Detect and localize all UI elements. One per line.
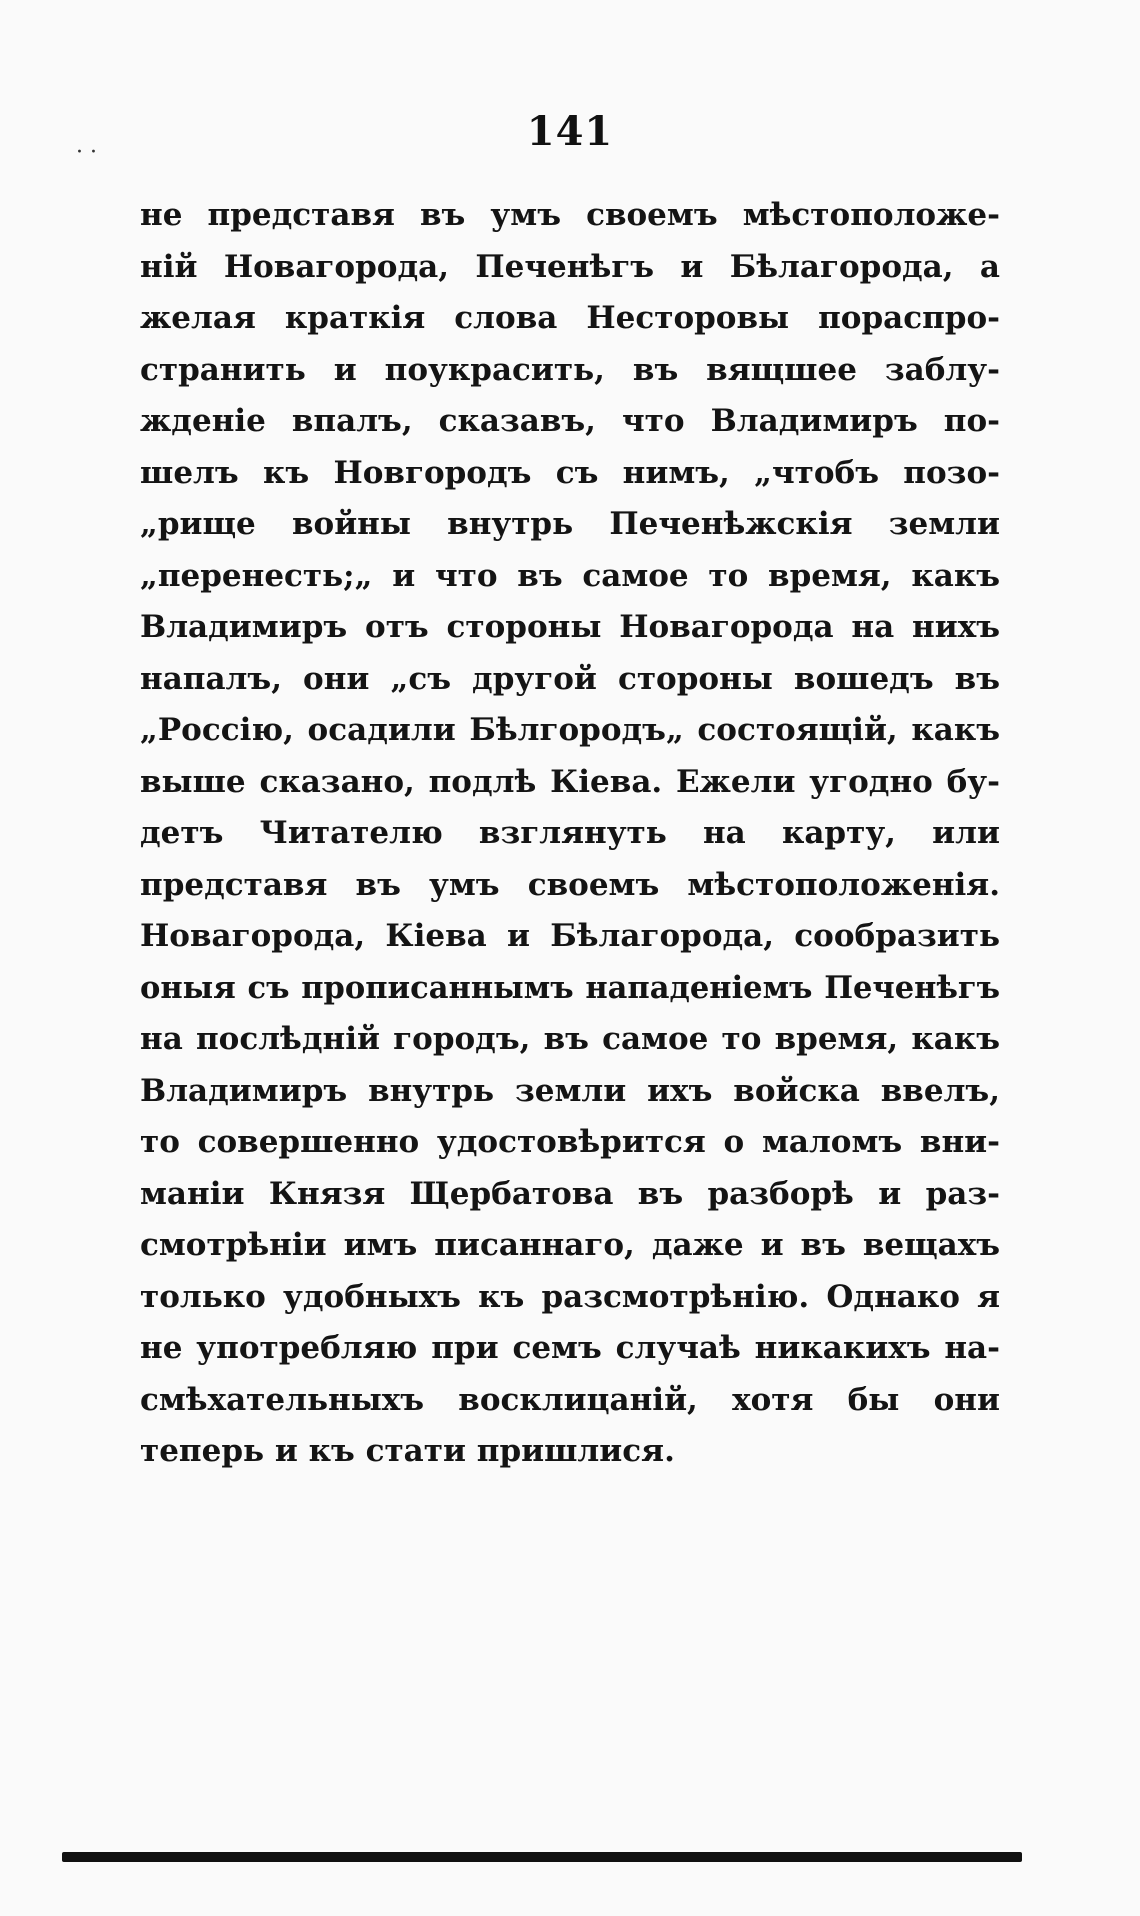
text-line: оныя съ прописаннымъ нападеніемъ Печенѣгъ: [140, 969, 1000, 1006]
text-line: маніи Князя Щербатова въ разборѣ и раз-: [140, 1175, 1000, 1212]
text-line: только удобныхъ къ разсмотрѣнію. Однако я: [140, 1278, 1000, 1315]
text-line: „перенесть;„ и что въ самое то время, какъ: [140, 557, 1000, 594]
text-line: то совершенно удостовѣрится о маломъ вни-: [140, 1124, 1000, 1160]
text-line: на послѣдній городъ, въ самое то время, какъ: [140, 1021, 1000, 1057]
text-line: представя въ умъ своемъ мѣстоположенія.: [140, 866, 1000, 903]
text-line: выше сказано, подлѣ Кіева. Ежели угодно бу-: [140, 763, 1000, 800]
text-line: не представя въ умъ своемъ мѣстоположе-: [140, 197, 1000, 233]
text-line: теперь и къ стати пришлися.: [140, 1433, 675, 1469]
text-line: детъ Читателю взглянуть на карту, или: [140, 815, 1000, 851]
bottom-rule: [62, 1852, 1022, 1862]
text-line: желая краткія слова Несторовы пораспро-: [140, 300, 1000, 336]
text-line: смотрѣніи имъ писаннаго, даже и въ вещахъ: [140, 1227, 1000, 1263]
text-line: Новагорода, Кіева и Бѣлагорода, сообразить: [140, 918, 1000, 954]
text-line: странить и поукрасить, въ вящшее заблу-: [140, 351, 1000, 388]
body-text: [140, 190, 1000, 1478]
text-line: шелъ къ Новгородъ съ нимъ, „чтобъ позо-: [140, 454, 1000, 491]
text-line: Владимиръ внутрь земли ихъ войска ввелъ,: [140, 1072, 1000, 1109]
text-line: „рище войны внутрь Печенѣжскія земли: [140, 506, 1000, 542]
stray-mark: · ·: [76, 140, 97, 165]
text-line: жденіе впалъ, сказавъ, что Владимиръ по-: [140, 403, 1000, 439]
text-line: напалъ, они „съ другой стороны вошедъ въ: [140, 660, 1000, 697]
text-line: Владимиръ отъ стороны Новагорода на нихъ: [140, 609, 1000, 645]
text-line: не употребляю при семъ случаѣ никакихъ на-: [140, 1330, 1000, 1366]
text-line: ній Новагорода, Печенѣгъ и Бѣлагорода, а: [140, 248, 1000, 285]
page-number: 141: [526, 108, 614, 155]
text-line: смѣхательныхъ восклицаній, хотя бы они: [140, 1381, 1000, 1418]
text-line: „Россію, осадили Бѣлгородъ„ состоящій, какъ: [140, 712, 1000, 748]
